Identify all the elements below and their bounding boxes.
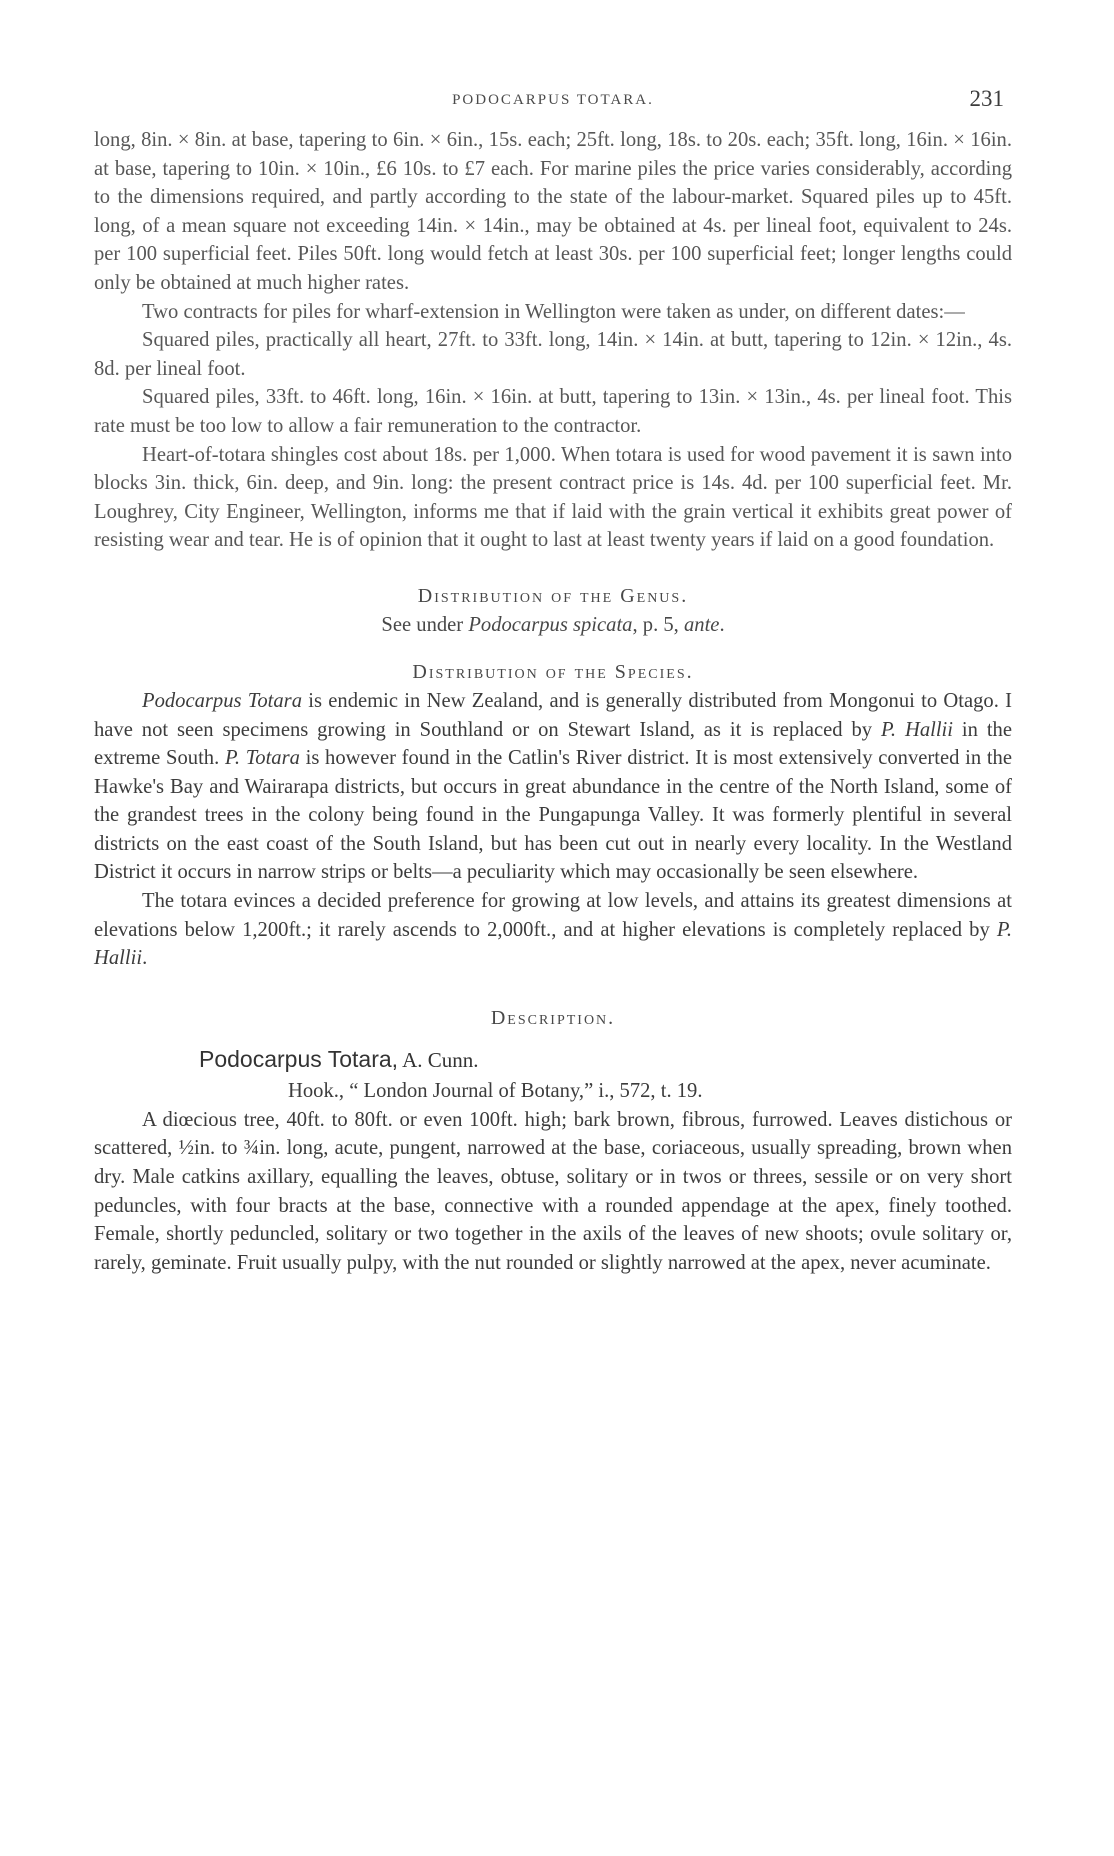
- elevation-hallii-italic: P. Hallii: [94, 918, 1012, 970]
- timber-prices-section: [94, 126, 1012, 555]
- see-under-ante: ante: [683, 613, 720, 636]
- page-number: 231: [969, 86, 1004, 111]
- elevation-end: .: [142, 947, 148, 970]
- description-heading: Description.: [490, 1006, 616, 1029]
- running-title: PODOCARPUS TOTARA.: [452, 92, 654, 108]
- species-title-author: A. Cunn.: [398, 1047, 479, 1072]
- paragraph-description: A diœcious tree, 40ft. to 80ft. or even 100ft. high; bark brown, fibrous, furrowed. Leaves distichous or scattered, ½in. to ¾in. long, acute, pungent, narrowed at the base, coriaceous, usually spreading, brown when dry. Male catkins axillary, equalling the leaves, obtuse, solitary or in twos or threes, sessile or on very short peduncles, with four bracts at the base, connective with a rounded appendage at the apex, finely toothed. Female, shortly peduncled, solitary or two together in the axils of the leaves of new shoots; ovule solitary or, rarely, geminate. Fruit usually pulpy, with the nut rounded or slightly narrowed at the apex, never acuminate.: [94, 1108, 1012, 1274]
- paragraph-contract-one: Squared piles, practically all heart, 27ft. to 33ft. long, 14in. × 14in. at butt, tapering to 12in. × 12in., 4s. 8d. per lineal foot.: [94, 329, 1012, 380]
- species-hallii-italic: P. Hallii: [880, 718, 953, 741]
- see-under-end: .: [719, 613, 725, 636]
- species-distribution-section: [94, 687, 1012, 973]
- species-range-text-2: in the extreme South.: [94, 718, 1012, 770]
- book-page: [94, 86, 1012, 1277]
- see-under-page: , p. 5,: [632, 613, 684, 636]
- paragraph-contract-two: Squared piles, 33ft. to 46ft. long, 16in. × 16in. at butt, tapering to 13in. × 13in., 4s. per lineal foot. This rate must be too low to allow a fair remuneration to the contractor.: [94, 386, 1012, 437]
- genus-see-under: [94, 611, 1012, 639]
- species-citation: Hook., “ London Journal of Botany,” i., 572, t. 19.: [288, 1079, 703, 1102]
- paragraph-piles-prices: long, 8in. × 8in. at base, tapering to 6in. × 6in., 15s. each; 25ft. long, 18s. to 20s. each; 35ft. long, 16in. × 16in. at base, tapering to 10in. × 10in., £6 10s. to £7 each. For marine piles the price varies considerably, according to the dimensions required, and partly according to the state of the labour-market. Squared piles up to 45ft. long, of a mean square not exceeding 14in. × 14in., may be obtained at 4s. per lineal foot, equivalent to 24s. per 100 superficial feet. Piles 50ft. long would fetch at least 30s. per 100 superficial feet; longer lengths could only be obtained at much higher rates.: [94, 129, 1012, 294]
- paragraph-shingles-pavement: Heart-of-totara shingles cost about 18s. per 1,000. When totara is used for wood pavement it is sawn into blocks 3in. thick, 6in. deep, and 9in. long: the present contract price is 14s. 4d. per 100 superficial feet. Mr. Loughrey, City Engineer, Wellington, informs me that if laid with the grain vertical it exhibits great power of resisting wear and tear. He is of opinion that it ought to last at least twenty years if laid on a good foundation.: [94, 443, 1012, 552]
- genus-distribution-heading: Distribution of the Genus.: [417, 584, 689, 607]
- description-section: [94, 1106, 1012, 1278]
- see-under-species: Podocarpus spicata: [468, 613, 633, 636]
- species-totara-italic: P. Totara: [224, 747, 300, 770]
- paragraph-species-range: [94, 687, 1012, 887]
- paragraph-elevation: [94, 887, 1012, 973]
- species-range-text-1: is endemic in New Zealand, and is generally distributed from Mongonui to Otago. I have not seen specimens growing in Southland or on Stewart Island, as it is replaced by: [94, 689, 1012, 741]
- elevation-text: The totara evinces a decided preference for growing at low levels, and attains its greatest dimensions at elevations below 1,200ft.; it rarely ascends to 2,000ft., and at higher elevations is completely replaced by: [94, 890, 1012, 941]
- species-title: [199, 1043, 1012, 1076]
- paragraph-wharf-contracts: Two contracts for piles for wharf-extension in Wellington were taken as under, on different dates:—: [142, 300, 965, 323]
- see-under-text: See under: [381, 613, 469, 636]
- species-range-text-3: is however found in the Catlin's River district. It is most extensively converted in the Hawke's Bay and Wairarapa districts, but occurs in great abundance in the centre of the North Island, some of the grandest trees in the colony being found in the Pungapunga Valley. It was formerly plentiful in several districts on the east coast of the South Island, but has been cut out in nearly every locality. In the Westland District it occurs in narrow strips or belts—a peculiarity which may occasionally be seen elsewhere.: [94, 747, 1012, 884]
- running-head: [94, 86, 1012, 126]
- species-title-name: Podocarpus Totara,: [199, 1045, 399, 1072]
- species-name-italic: Podocarpus Totara: [142, 689, 302, 712]
- species-distribution-heading: Distribution of the Species.: [412, 660, 694, 683]
